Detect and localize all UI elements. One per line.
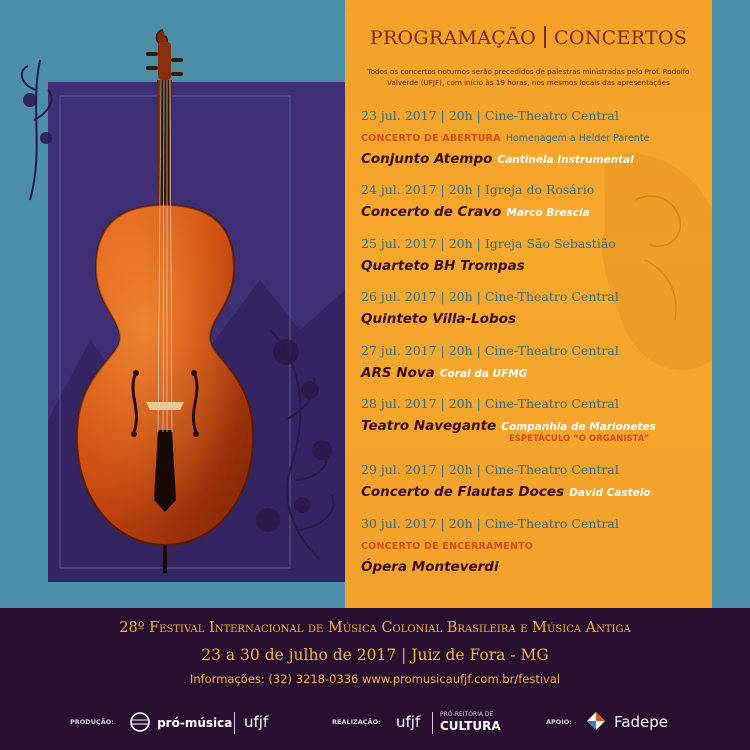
event-subnote: ESPETÁCULO “O ORGANISTA” (509, 434, 650, 444)
event-date: 30 jul. 2017 | 20h | Cine-Theatro Central (361, 516, 619, 531)
realizacao-label: REALIZAÇÃO: (332, 718, 381, 726)
fadepe-text: Fadepe (614, 713, 669, 731)
event-item (361, 182, 706, 220)
program-panel (345, 0, 712, 608)
producao-label: PRODUÇÃO: (70, 718, 114, 726)
event-guest: David Castelo (569, 487, 651, 499)
event-date: 24 jul. 2017 | 20h | Igreja do Rosário (361, 182, 595, 197)
festival-dates: 23 a 30 de julho de 2017 | Juiz de Fora - MG (201, 646, 549, 664)
event-title: Quinteto Villa-Lobos (361, 311, 517, 327)
event-title: Concerto de Cravo (361, 204, 502, 220)
event-date: 27 jul. 2017 | 20h | Cine-Theatro Central (361, 343, 619, 358)
event-title: Quarteto BH Trompas (361, 258, 525, 274)
event-title: ARS Nova (361, 365, 435, 381)
event-guest: Companhia de Marionetes (501, 421, 656, 433)
event-item (361, 343, 706, 381)
promusica-logo (130, 712, 232, 732)
heading-divider (544, 26, 546, 48)
event-item (361, 289, 706, 327)
fadepe-logo-icon (586, 711, 606, 731)
festival-title: 28º Festival Internacional de Música Colonial Brasileira e Música Antiga (119, 620, 631, 636)
event-item (361, 516, 706, 575)
festival-info: Informações: (32) 3218-0336 www.promusicaufjf.com.br/festival (189, 672, 561, 686)
event-title: Teatro Navegante (361, 418, 497, 434)
event-guest: Marco Brescia (506, 207, 590, 219)
heading-programacao: PROGRAMAÇÃO (369, 27, 537, 49)
pro-reitoria-text: PRÓ-REITORIA DE (440, 711, 494, 718)
event-title: Ópera Monteverdi (361, 559, 499, 575)
ufjf-logo: ufjf (244, 713, 269, 731)
event-item (361, 396, 706, 444)
fadepe-logo (586, 711, 668, 731)
event-date: 23 jul. 2017 | 20h | Cine-Theatro Central (361, 108, 619, 123)
event-tag: CONCERTO DE ABERTURA (361, 133, 501, 144)
promusica-text: pró-música (157, 716, 233, 730)
divider (432, 712, 433, 734)
event-title: Conjunto Atempo (361, 151, 493, 167)
heading-concertos: CONCERTOS (554, 27, 688, 49)
event-date: 26 jul. 2017 | 20h | Cine-Theatro Central (361, 289, 619, 304)
event-date: 28 jul. 2017 | 20h | Cine-Theatro Central (361, 396, 619, 411)
event-date: 29 jul. 2017 | 20h | Cine-Theatro Central (361, 462, 619, 477)
teal-border-strip (712, 0, 750, 608)
cultura-logo: CULTURA (440, 719, 501, 733)
page-title (345, 26, 712, 49)
promusica-logo-icon (130, 712, 150, 732)
event-guest: Cantinela Instrumental (497, 154, 634, 166)
event-item (361, 462, 706, 500)
intro-note: Todos os concertos noturnos serão precedidos de palestras ministradas pelo Prof. Rodolfo Valverde (UFJF), com início às 19 horas, nos mesmos locais das apresentações (367, 67, 690, 87)
event-item (361, 108, 706, 167)
sponsor-bar (0, 708, 750, 738)
divider (234, 712, 235, 734)
festival-footer (0, 608, 750, 750)
event-date: 25 jul. 2017 | 20h | Igreja São Sebastião (361, 236, 616, 251)
event-tag: CONCERTO DE ENCERRAMENTO (361, 541, 534, 552)
event-title: Concerto de Flautas Doces (361, 484, 565, 500)
ufjf-logo: ufjf (396, 713, 421, 731)
event-tag-note: Homenagem a Helder Parente (505, 133, 650, 144)
event-guest: Coral da UFMG (439, 368, 528, 380)
cello-artwork (0, 0, 345, 608)
event-item (361, 236, 706, 274)
apoio-label: APOIO: (546, 718, 572, 726)
